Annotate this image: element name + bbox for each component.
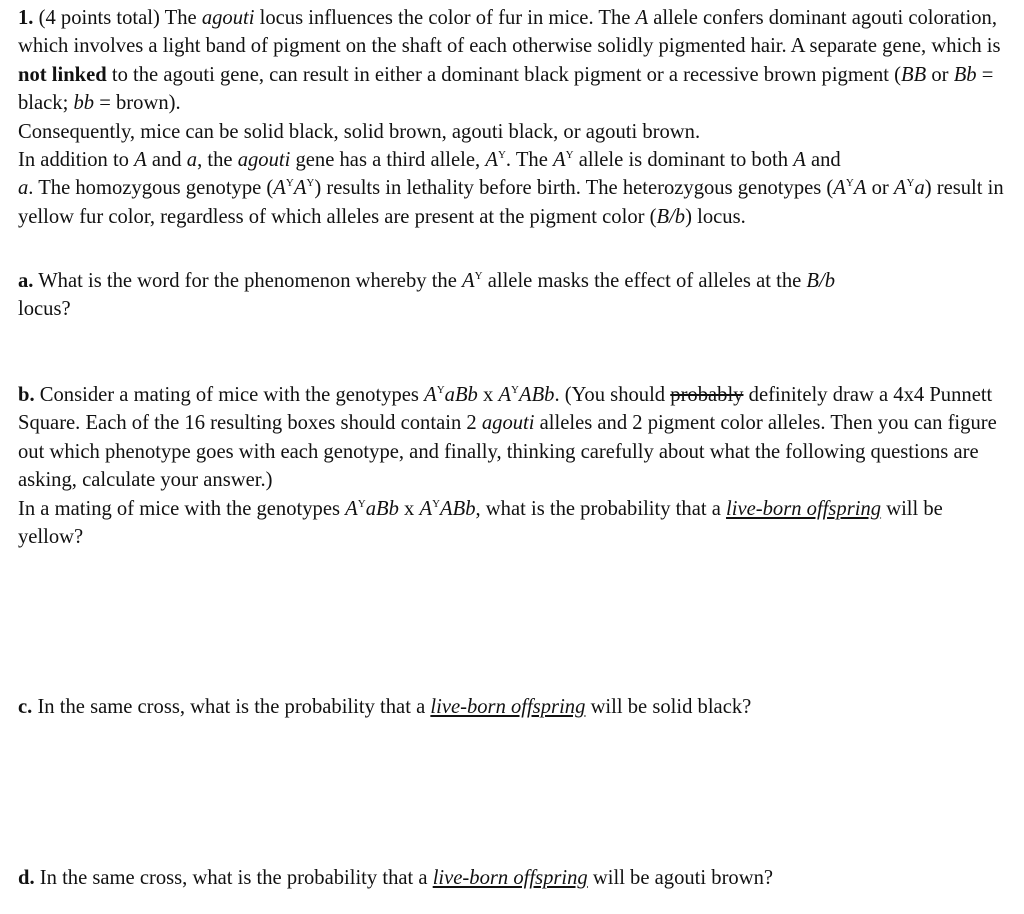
question-b-label: b. [18,384,35,406]
question-c: c. In the same cross, what is the probability that a live-born offspring will be solid black? [18,696,752,718]
not-linked-emphasis: not linked [18,63,107,86]
question-number: 1. [18,7,34,29]
question-d: d. In the same cross, what is the probability that a live-born offspring will be agouti brown? [18,867,774,889]
intro-paragraph: 1. (4 points total) The agouti locus influences the color of fur in mice. The A allele confers dominant agouti coloration, which involves a light band of pigment on the shaft of each otherwise solidly pigmented hair. A separate gene, which is not linked to the agouti gene, can result in either a dominant black pigment or a recessive brown pigment (BB or Bb = black; bb = brown). Consequently, mice can be solid black, solid brown, agouti black, or agouti brown. [18,7,1001,143]
question-a: a. What is the word for the phenomenon whereby the $A^Y$ allele masks the effect of alleles at the B/b locus? [18,270,836,321]
question-a-label: a. [18,270,34,292]
question-intro [18,4,1008,231]
question-b: b. Consider a mating of mice with the genotypes $A^YaBb$ x $A^YABb$. (You should probably definitely draw a 4x4 Punnett Square. Each of the 16 resulting boxes should contain 2 agouti alleles and 2 pigment color alleles. Then you can figure out which phenotype goes with each genotype, and finally, thinking carefully about what the following questions are asking, calculate your answer.) In a mating of mice with the genotypes $A^YaBb$ x $A^YABb$, what is the probability that a live-born offspring will be yellow? [18,384,997,549]
allele-paragraph: In addition to A and a, the agouti gene has a third allele, $A^Y$. The $A^Y$ allele is dominant to both A and a. The homozygous genotype $(A^YA^Y)$ results in lethality before birth. The heterozygous genotypes ($A^YA$ or $A^Ya$) result in yellow fur color, regardless of which alleles are present at the pigment color (B/b) locus. [18,149,1004,228]
live-born-offspring-emphasis: live-born offspring [430,696,586,718]
live-born-offspring-emphasis: live-born offspring [726,497,882,520]
question-d-label: d. [18,867,35,889]
strikethrough-word: probably [670,384,744,406]
live-born-offspring-emphasis: live-born offspring [432,867,588,889]
question-c-label: c. [18,696,33,718]
